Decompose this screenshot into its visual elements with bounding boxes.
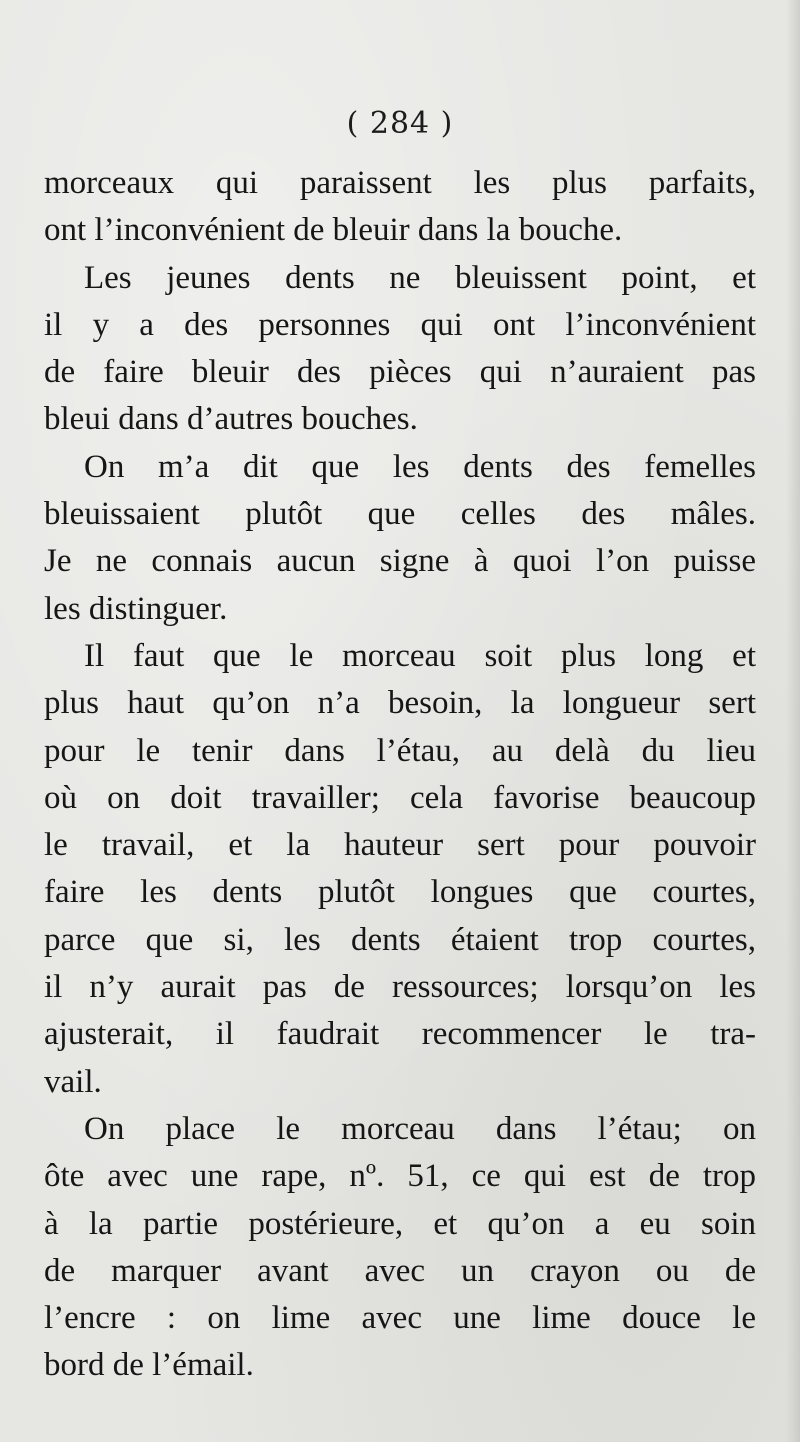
text-line: bord de l’émail. [44,1347,254,1384]
text-line: morceaux qui paraissent les plus parfaits, [44,165,756,201]
text-line: de marquer avant avec un crayon ou de [44,1252,756,1289]
text-line: Il faut que le morceau soit plus long et [84,637,756,674]
text-line: Je ne connais aucun signe à quoi l’on puisse [44,543,756,580]
text-line: faire les dents plutôt longues que courtes, [44,874,756,911]
text-line: où on doit travailler; cela favorise beaucoup [44,779,756,816]
page-number: ( 284 ) [346,106,454,141]
text-line: il y a des personnes qui ont l’inconvénient [44,306,756,343]
page-edge-shadow [786,0,800,1442]
text-line: ont l’inconvénient de bleuir dans la bouche. [44,212,623,249]
text-line: l’encre : on lime avec une lime douce le [44,1300,756,1337]
text-line: Les jeunes dents ne bleuissent point, et [84,259,756,296]
text-line: plus haut qu’on n’a besoin, la longueur sert [44,685,756,722]
text-line: il n’y aurait pas de ressources; lorsqu’on les [44,969,756,1006]
text-line: de faire bleuir des pièces qui n’auraient pas [44,354,756,391]
text-line: ôte avec une rape, nº. 51, ce qui est de trop [44,1158,756,1195]
body-text [44,160,756,1390]
text-line: On place le morceau dans l’étau; on [84,1110,756,1147]
text-line: à la partie postérieure, et qu’on a eu soin [44,1205,756,1242]
text-line: vail. [44,1063,102,1100]
text-line: pour le tenir dans l’étau, au delà du lieu [44,732,756,769]
text-line: bleui dans d’autres bouches. [44,401,418,438]
text-line: On m’a dit que les dents des femelles [84,448,756,485]
text-line: parce que si, les dents étaient trop courtes, [44,921,756,958]
text-line: ajusterait, il faudrait recommencer le tra- [44,1016,756,1053]
text-line: bleuissaient plutôt que celles des mâles. [44,496,756,533]
text-line: les distinguer. [44,590,228,627]
text-line: le travail, et la hauteur sert pour pouvoir [44,827,756,864]
